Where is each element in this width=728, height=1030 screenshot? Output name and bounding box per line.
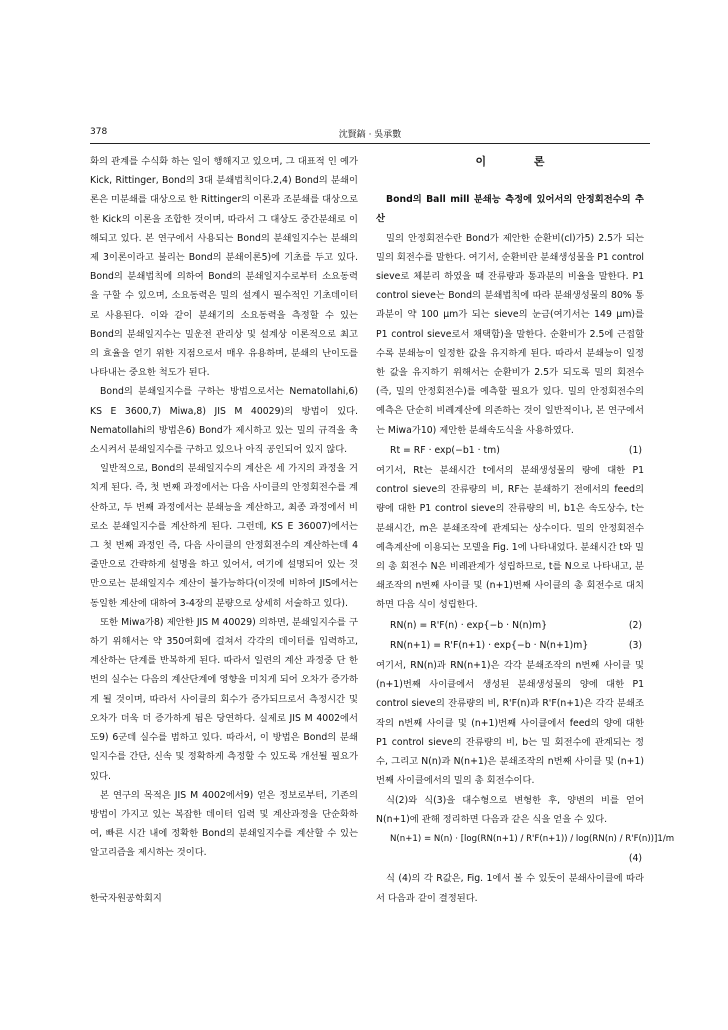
- body-paragraph: 여기서, RN(n)과 RN(n+1)은 각각 분쇄조작의 n번째 사이클 및 (n+1)번째 사이클에서 생성된 분쇄생성물의 양에 대한 P1 control sieve의 잔류량의 비, R'F(n)과 R'F(n+1)은 각각 분쇄조작의 n번째 사이클 및 (n+1)번째 사이클에서 feed의 양에 대한 P1 control sieve의 잔류량의 비, b는 밀 회전수에 관계되는 정수, 그리고 N(n)과 N(n+1)은 분쇄조작의 n번째 사이클 및 (n+1)번째 사이클에서의 밀의 총 회전수이다.: [376, 660, 644, 787]
- body-paragraph: 본 연구의 목적은 JIS M 4002에서9) 얻은 정보로부터, 기존의 방법이 가지고 있는 복잡한 데이터 입력 및 계산과정을 단순화하여, 빠른 시간 내에 정확한 Bond의 분쇄일지수를 계산할 수 있는 알고리즘을 제시하는 것이다.: [90, 789, 358, 859]
- equation-2-body: RN(n) = R'F(n) · exp{−b · N(n)m}: [390, 619, 548, 631]
- subsection-title: Bond의 Ball mill 분쇄능 측정에 있어서의 안정회전수의 추산: [376, 194, 644, 225]
- header-rule: [90, 143, 650, 144]
- body-paragraph: 식 (4)의 각 R값은, Fig. 1에서 볼 수 있듯이 분쇄사이클에 따라서 다음과 같이 결정된다.: [376, 873, 644, 904]
- equation-1-body: Rt = RF · exp(−b1 · tm): [390, 444, 500, 456]
- body-paragraph: 일반적으로, Bond의 분쇄일지수의 계산은 세 가지의 과정을 거치게 된다. 즉, 첫 번째 과정에서는 다음 사이클의 안정회전수를 계산하고, 두 번째 과정에서는 분쇄능을 계산하고, 최종 과정에서 비로소 분쇄일지수를 계산하게 된다. 그런데, KS E 36007)에서는 그 첫 번째 과정인 즉, 다음 사이클의 안정회전수의 계산하는데 4줄만으로 간략하게 설명을 하고 있어서, 여기에 설명되어 있는 것만으로는 분쇄일지수 계산이 불가능하다(이것에 비하여 JIS에서는 동일한 계산에 대하여 3-4장의 분량으로 상세히 서술하고 있다).: [90, 463, 358, 609]
- running-head: 沈賢鎬 · 吳承數: [338, 130, 402, 140]
- body-paragraph: 밀의 안정회전수란 Bond가 제안한 순환비(cl)가5) 2.5가 되는 밀의 회전수를 말한다. 여기서, 순환비란 분쇄생성물을 P1 control sieve로 체분리 하였을 때 잔류량과 통과분의 비율을 말한다. P1 control sieve는 Bond의 분쇄법칙에 따라 분쇄생성물의 80% 통과분이 약 100 μm가 되는 sieve의 눈금(여기서는 149 μm)를 P1 control sieve로서 채택함)을 말한다. 순환비가 2.5에 근접할수록 분쇄능이 일정한 값을 유지하게 된다. 따라서 분쇄능이 일정한 값을 유지하기 위해서는 순환비가 2.5가 되도록 밀의 회전수(즉, 밀의 안정회전수)를 예측할 필요가 있다. 밀의 안정회전수의 예측은 단순히 비례계산에 의존하는 것이 일반적이나, 본 연구에서는 Miwa가10) 제안한 분쇄속도식을 사용하였다.: [376, 232, 644, 436]
- equation-2-number: (2): [628, 619, 642, 631]
- equation-3: [376, 636, 644, 655]
- equation-4-number: (4): [628, 853, 642, 865]
- page-number: 378: [90, 127, 108, 137]
- equation-4-body: N(n+1) = N(n) · [log(RN(n+1) / R'F(n+1)) / log(RN(n) / R'F(n))]1/m: [390, 833, 675, 844]
- equation-1-number: (1): [628, 444, 642, 456]
- equation-2: [376, 616, 644, 635]
- body-paragraph: 화의 관계를 수식화 하는 일이 행해지고 있으며, 그 대표적 인 예가 Kick, Rittinger, Bond의 3대 분쇄법칙이다.2,4) Bond의 분쇄이론은 미분쇄를 대상으로 한 Rittinger의 이론과 조분쇄를 대상으로 한 Kick의 이론을 조합한 것이며, 따라서 그 대상도 중간분쇄로 이해되고 있다. 본 연구에서 사용되는 Bond의 분쇄일지수는 분쇄의 제 3이론이라고 불리는 Bond의 분쇄이론5)에 기초를 두고 있다. Bond의 분쇄법칙에 의하여 Bond의 분쇄일지수로부터 소요동력을 구할 수 있으며, 소요동력은 밀의 설계시 필수적인 기초데이터로 사용된다. 이와 같이 분쇄기의 소요동력을 측정할 수 있는 Bond의 분쇄일지수는 밀운전 관리상 및 설계상 이론적으로 최고의 효율을 얻기 위한 지점으로서 매우 유용하며, 분쇄의 난이도를 나타내는 중요한 척도가 된다.: [90, 156, 358, 379]
- right-column: [376, 152, 675, 908]
- equation-4: [376, 830, 675, 868]
- equation-3-number: (3): [628, 639, 642, 651]
- body-paragraph: Bond의 분쇄일지수를 구하는 방법으로서는 Nematollahi,6) KS E 3600,7) Miwa,8) JIS M 40029)의 방법이 있다. Nematollahi의 방법은6) Bond가 제시하고 있는 밀의 규격을 축소시켜서 분쇄일지수를 구하고 있으나 아직 공인되어 있지 않다.: [90, 386, 358, 456]
- equation-1: [376, 441, 644, 460]
- body-paragraph: 식(2)와 식(3)을 대수형으로 변형한 후, 양변의 비를 얻어 N(n+1)에 관해 정리하면 다음과 같은 식을 얻을 수 있다.: [376, 794, 644, 825]
- page-header: [90, 127, 650, 141]
- equation-3-body: RN(n+1) = R'F(n+1) · exp{−b · N(n+1)m}: [390, 639, 589, 651]
- section-title: 이 론: [475, 155, 567, 168]
- left-column: [90, 152, 358, 863]
- journal-footer: 한국자원공학회지: [90, 893, 162, 904]
- body-paragraph: 여기서, Rt는 분쇄시간 t에서의 분쇄생성물의 량에 대한 P1 control sieve의 잔류량의 비, RF는 분쇄하기 전에서의 feed의 량에 대한 P1 control sieve의 잔류량의 비, b1은 속도상수, t는 분쇄시간, m은 분쇄조작에 관계되는 상수이다. 밀의 안정회전수 예측계산에 이용되는 모델을 Fig. 1에 나타내었다. 분쇄시간 t와 밀의 총 회전수 N은 비례관계가 성립하므로, t를 N으로 나타내고, 분쇄조작의 n번째 사이클 및 (n+1)번째 사이클의 총 회전수로 대치하면 다음 식이 성립한다.: [376, 465, 644, 611]
- body-paragraph: 또한 Miwa가8) 제안한 JIS M 40029) 의하면, 분쇄일지수를 구하기 위해서는 약 350여회에 걸쳐서 각각의 데이터를 입력하고, 계산하는 단계를 반복하게 된다. 따라서 일련의 계산 과정중 단 한 번의 실수는 다음의 계산단계에 영향을 미치게 되어 오차가 증가하게 될 것이며, 따라서 사이클의 회수가 증가되므로서 측정시간 및 오차가 더욱 더 증가하게 됨은 당연하다. 실제로 JIS M 4002에서도9) 6군데 실수를 범하고 있다. 따라서, 이 방법은 Bond의 분쇄일지수를 간단, 신속 및 정확하게 측정할 수 있도록 개선될 필요가 있다.: [90, 616, 358, 782]
